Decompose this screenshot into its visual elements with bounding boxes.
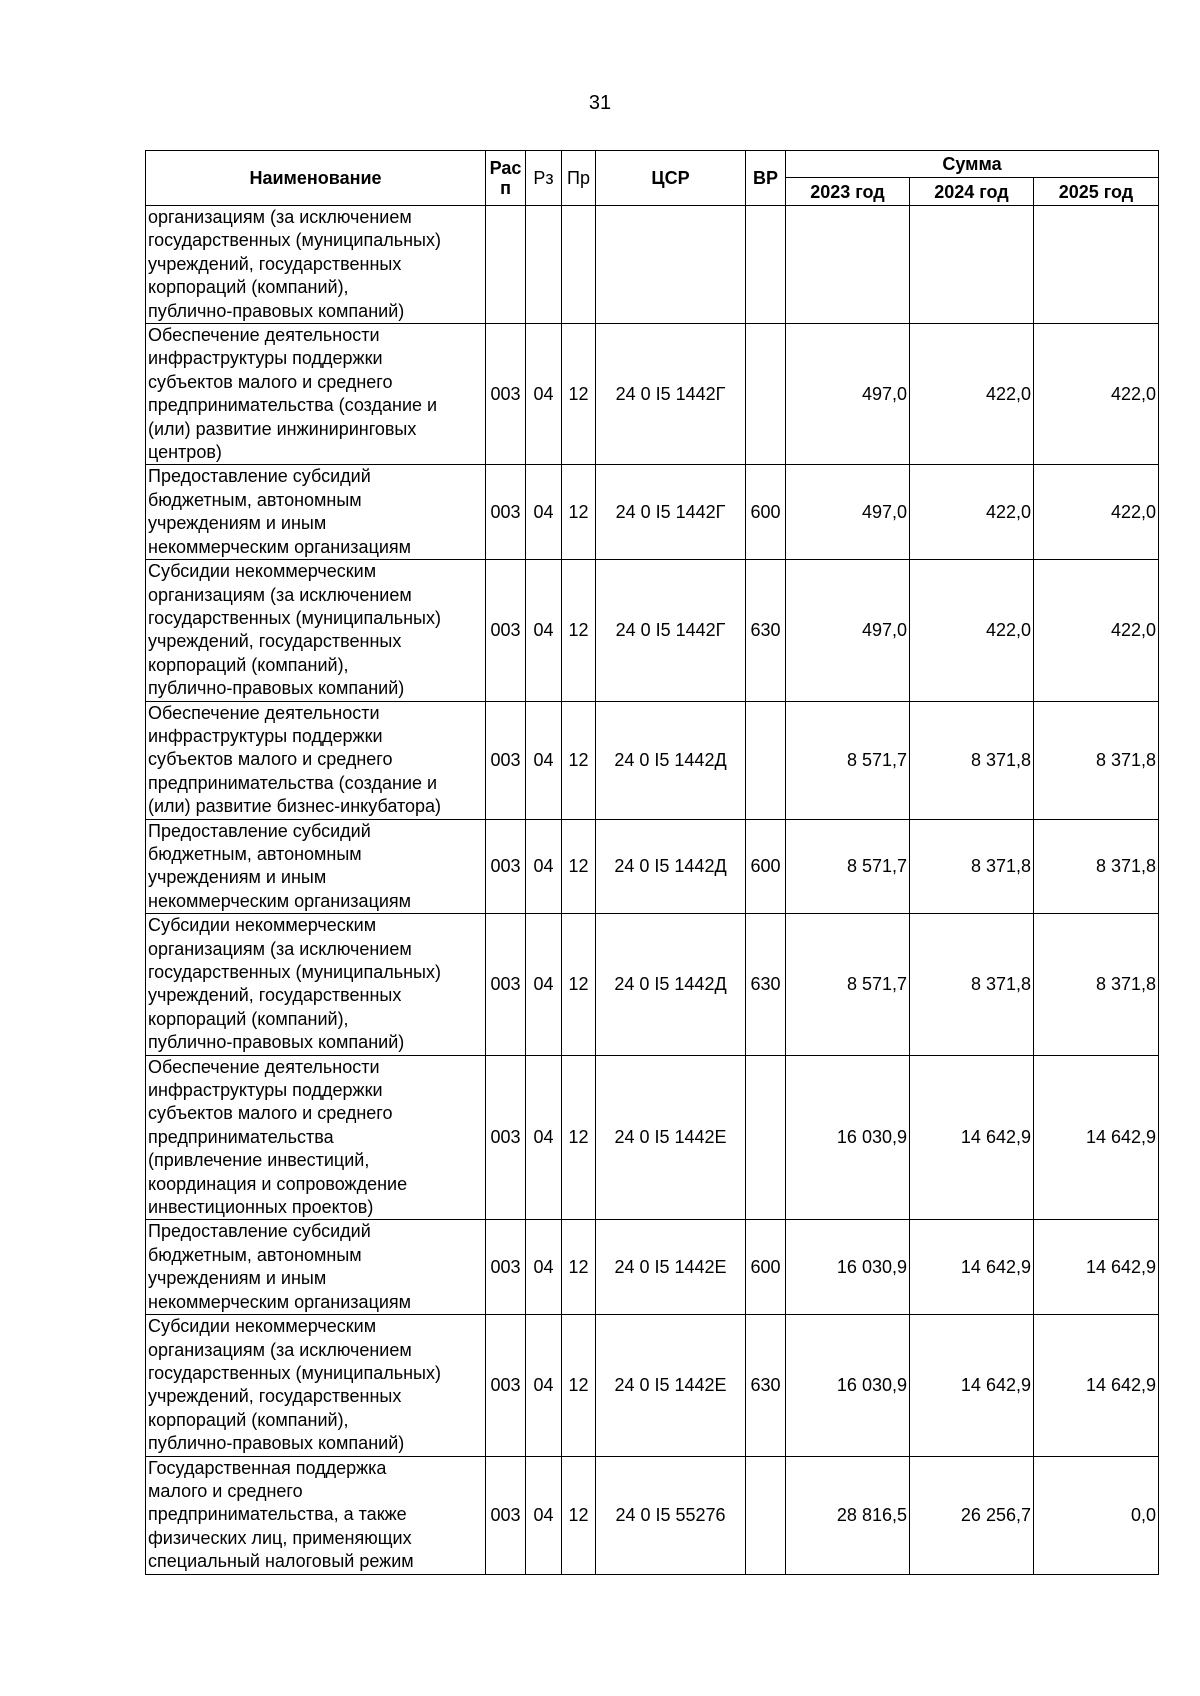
cell-csr: 24 0 I5 1442Г [596,324,746,465]
cell-vr [746,701,786,819]
cell-y2024: 14 642,9 [910,1055,1034,1220]
header-rasp-line2: п [500,178,511,198]
cell-rz: 04 [526,465,562,560]
row-name-line: инфраструктуры поддержки [148,1080,383,1101]
row-name-line: субъектов малого и среднего [148,749,393,770]
cell-csr: 24 0 I5 1442Е [596,1220,746,1315]
cell-vr [746,324,786,465]
cell-y2025: 422,0 [1034,465,1159,560]
row-name-line: корпораций (компаний), [148,654,349,675]
cell-y2024: 422,0 [910,560,1034,701]
row-name-line: бюджетным, автономным [148,843,362,864]
table-body [146,206,1159,1575]
cell-y2025: 8 371,8 [1034,914,1159,1055]
table-row [146,324,1159,465]
cell-y2023: 8 571,7 [786,914,910,1055]
cell-rz: 04 [526,1220,562,1315]
cell-pr: 12 [562,1315,596,1456]
cell-rasp: 003 [486,1456,526,1574]
row-name-line: некоммерческим организациям [148,890,412,911]
row-name-line: субъектов малого и среднего [148,371,393,392]
cell-csr: 24 0 I5 1442Г [596,560,746,701]
header-year-2024: 2024 год [910,178,1034,206]
row-name-line: учреждений, государственных [148,631,402,652]
cell-rasp: 003 [486,819,526,914]
row-name-line: инвестиционных проектов) [148,1197,374,1218]
header-year-2025: 2025 год [1034,178,1159,206]
row-name [146,1055,486,1220]
row-name-line: учреждений, государственных [148,985,402,1006]
row-name-line: Субсидии некоммерческим [148,561,377,582]
row-name-line: инфраструктуры поддержки [148,725,383,746]
row-name [146,701,486,819]
cell-csr [596,206,746,324]
cell-rasp: 003 [486,324,526,465]
row-name-line: корпораций (компаний), [148,277,349,298]
cell-rz [526,206,562,324]
cell-y2025: 422,0 [1034,560,1159,701]
row-name-line: Субсидии некоммерческим [148,1316,377,1337]
cell-y2023: 16 030,9 [786,1055,910,1220]
cell-y2024: 14 642,9 [910,1315,1034,1456]
cell-rz: 04 [526,1315,562,1456]
row-name-line: предпринимательства (создание и [148,772,438,793]
row-name-line: (или) развитие бизнес-инкубатора) [148,796,442,817]
row-name-line: инфраструктуры поддержки [148,348,383,369]
cell-y2024: 422,0 [910,324,1034,465]
cell-vr: 600 [746,1220,786,1315]
row-name [146,819,486,914]
row-name-line: Государственная поддержка [148,1457,387,1478]
header-csr: ЦСР [596,151,746,206]
row-name [146,1315,486,1456]
row-name [146,206,486,324]
row-name-line: предпринимательства, а также [148,1504,407,1525]
header-name: Наименование [146,151,486,206]
cell-y2023: 16 030,9 [786,1315,910,1456]
row-name-line: учреждений, государственных [148,253,402,274]
row-name-line: публично-правовых компаний) [148,678,405,699]
cell-y2025: 14 642,9 [1034,1055,1159,1220]
cell-y2024 [910,206,1034,324]
row-name-line: Обеспечение деятельности [148,325,380,346]
header-rasp [486,151,526,206]
cell-rz: 04 [526,324,562,465]
cell-y2024: 8 371,8 [910,914,1034,1055]
cell-rasp: 003 [486,1220,526,1315]
cell-rasp [486,206,526,324]
row-name [146,914,486,1055]
row-name [146,1456,486,1574]
cell-y2023: 16 030,9 [786,1220,910,1315]
cell-y2024: 8 371,8 [910,701,1034,819]
row-name-line: центров) [148,442,222,463]
row-name-line: субъектов малого и среднего [148,1103,393,1124]
row-name-line: организациям (за исключением [148,938,412,959]
cell-pr: 12 [562,465,596,560]
header-rz: Рз [526,151,562,206]
table-row [146,1456,1159,1574]
cell-y2024: 422,0 [910,465,1034,560]
cell-y2025 [1034,206,1159,324]
cell-y2024: 8 371,8 [910,819,1034,914]
row-name-line: государственных (муниципальных) [148,1362,441,1383]
cell-rasp: 003 [486,465,526,560]
header-pr: Пр [562,151,596,206]
row-name [146,324,486,465]
row-name-line: государственных (муниципальных) [148,230,441,251]
cell-csr: 24 0 I5 1442Е [596,1055,746,1220]
cell-y2024: 26 256,7 [910,1456,1034,1574]
table-header [146,151,1159,206]
cell-y2025: 14 642,9 [1034,1220,1159,1315]
cell-rasp: 003 [486,701,526,819]
cell-rasp: 003 [486,1055,526,1220]
cell-pr: 12 [562,324,596,465]
row-name [146,465,486,560]
row-name-line: (привлечение инвестиций, [148,1150,370,1171]
cell-y2023: 8 571,7 [786,819,910,914]
row-name-line: некоммерческим организациям [148,1291,412,1312]
cell-vr [746,1055,786,1220]
table-row [146,701,1159,819]
cell-rz: 04 [526,1456,562,1574]
row-name-line: Обеспечение деятельности [148,702,380,723]
header-sum: Сумма [786,151,1159,178]
cell-rz: 04 [526,914,562,1055]
cell-csr: 24 0 I5 1442Д [596,914,746,1055]
cell-csr: 24 0 I5 1442Е [596,1315,746,1456]
cell-vr: 600 [746,819,786,914]
cell-y2023: 497,0 [786,465,910,560]
table-row [146,1055,1159,1220]
table-row [146,914,1159,1055]
cell-vr [746,1456,786,1574]
table-row [146,1315,1159,1456]
cell-y2024: 14 642,9 [910,1220,1034,1315]
row-name-line: Предоставление субсидий [148,820,371,841]
row-name [146,560,486,701]
cell-y2025: 14 642,9 [1034,1315,1159,1456]
row-name-line: корпораций (компаний), [148,1409,349,1430]
cell-y2023: 497,0 [786,324,910,465]
cell-rz: 04 [526,819,562,914]
row-name-line: Предоставление субсидий [148,1221,371,1242]
cell-y2023: 497,0 [786,560,910,701]
cell-y2023 [786,206,910,324]
table-row [146,465,1159,560]
cell-pr: 12 [562,819,596,914]
row-name-line: малого и среднего [148,1480,303,1501]
row-name-line: бюджетным, автономным [148,1244,362,1265]
row-name-line: Обеспечение деятельности [148,1056,380,1077]
row-name-line: координация и сопровождение [148,1173,408,1194]
cell-rz: 04 [526,701,562,819]
page-number: 31 [588,92,612,114]
cell-vr: 630 [746,1315,786,1456]
row-name-line: корпораций (компаний), [148,1008,349,1029]
cell-csr: 24 0 I5 55276 [596,1456,746,1574]
row-name-line: (или) развитие инжиниринговых [148,418,417,439]
cell-rasp: 003 [486,1315,526,1456]
row-name-line: предпринимательства [148,1126,334,1147]
row-name-line: учреждениям и иным [148,1268,327,1289]
cell-vr: 630 [746,560,786,701]
table-row [146,560,1159,701]
cell-rz: 04 [526,560,562,701]
cell-vr: 600 [746,465,786,560]
row-name-line: Субсидии некоммерческим [148,915,377,936]
cell-rasp: 003 [486,914,526,1055]
row-name-line: предпринимательства (создание и [148,395,438,416]
cell-y2023: 28 816,5 [786,1456,910,1574]
budget-table [145,150,1159,1575]
cell-pr: 12 [562,1456,596,1574]
row-name [146,1220,486,1315]
cell-pr: 12 [562,560,596,701]
cell-pr: 12 [562,914,596,1055]
row-name-line: физических лиц, применяющих [148,1527,412,1548]
row-name-line: публично-правовых компаний) [148,1032,405,1053]
cell-pr: 12 [562,701,596,819]
cell-pr: 12 [562,1055,596,1220]
row-name-line: учреждениям и иным [148,513,327,534]
row-name-line: Предоставление субсидий [148,466,371,487]
row-name-line: государственных (муниципальных) [148,607,441,628]
header-rasp-line1: Рас [489,158,522,178]
row-name-line: учреждениям и иным [148,867,327,888]
cell-y2025: 0,0 [1034,1456,1159,1574]
cell-vr: 630 [746,914,786,1055]
row-name-line: организациям (за исключением [148,207,412,227]
cell-y2025: 8 371,8 [1034,701,1159,819]
cell-y2025: 8 371,8 [1034,819,1159,914]
cell-rasp: 003 [486,560,526,701]
row-name-line: учреждений, государственных [148,1386,402,1407]
row-name-line: бюджетным, автономным [148,489,362,510]
cell-csr: 24 0 I5 1442Г [596,465,746,560]
cell-rz: 04 [526,1055,562,1220]
row-name-line: некоммерческим организациям [148,536,412,557]
table-row [146,1220,1159,1315]
header-vr: ВР [746,151,786,206]
cell-vr [746,206,786,324]
table-row [146,206,1159,324]
row-name-line: организациям (за исключением [148,1339,412,1360]
row-name-line: публично-правовых компаний) [148,1433,405,1454]
cell-y2023: 8 571,7 [786,701,910,819]
cell-csr: 24 0 I5 1442Д [596,819,746,914]
cell-csr: 24 0 I5 1442Д [596,701,746,819]
cell-pr [562,206,596,324]
row-name-line: специальный налоговый режим [148,1551,414,1572]
table-row [146,819,1159,914]
cell-y2025: 422,0 [1034,324,1159,465]
row-name-line: организациям (за исключением [148,584,412,605]
row-name-line: государственных (муниципальных) [148,962,441,982]
cell-pr: 12 [562,1220,596,1315]
header-year-2023: 2023 год [786,178,910,206]
row-name-line: публично-правовых компаний) [148,300,405,321]
